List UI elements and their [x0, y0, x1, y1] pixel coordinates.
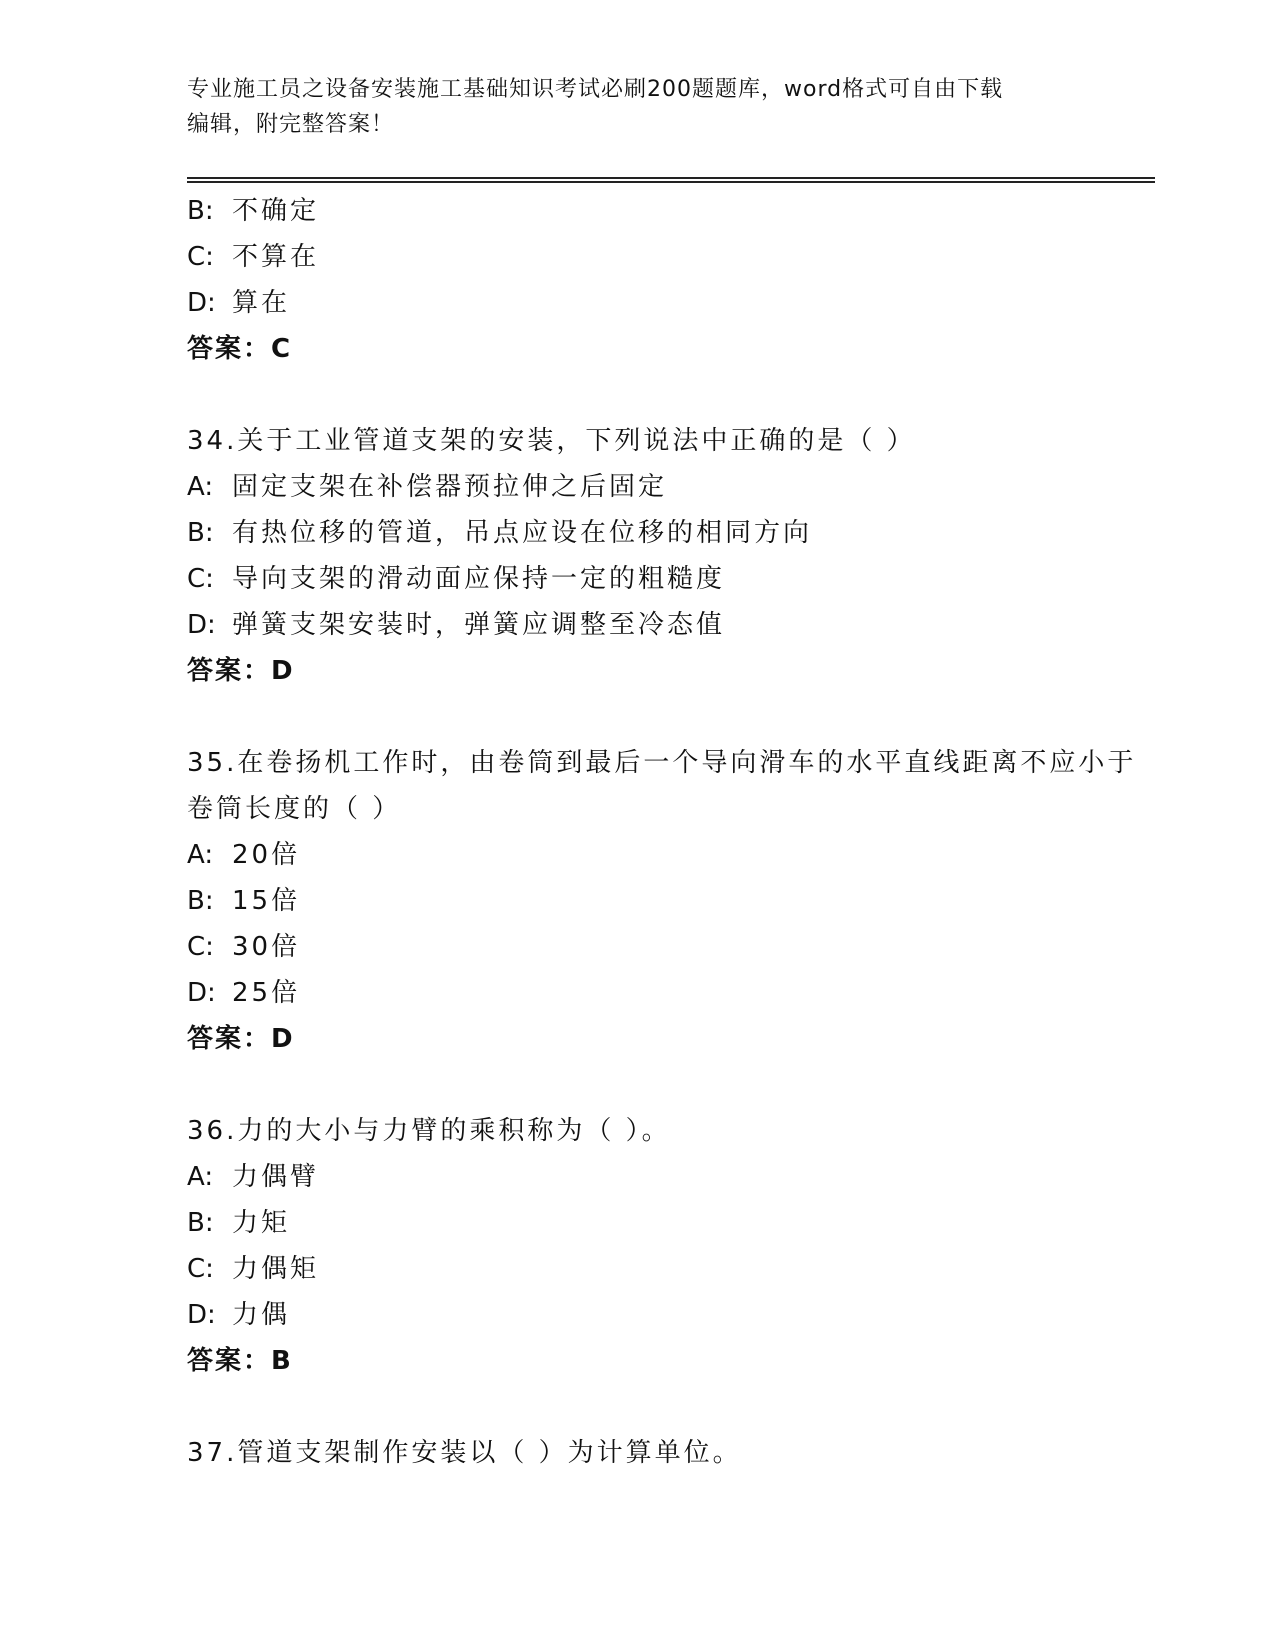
spacer: [187, 372, 1137, 418]
option-label: D:: [187, 610, 216, 640]
document-header: [187, 72, 1087, 142]
option-label: D:: [187, 978, 216, 1008]
question-stem: 34.关于工业管道支架的安装，下列说法中正确的是（ ）: [187, 426, 916, 456]
answer-line: 答案：C: [187, 334, 293, 364]
option-label: B:: [187, 1208, 214, 1238]
option-label: B:: [187, 196, 214, 226]
question-36: [187, 1108, 1137, 1384]
document-body: [187, 188, 1137, 1476]
header-title-line1: 专业施工员之设备安装施工基础知识考试必刷200题题库，word格式可自由下载: [187, 77, 1004, 102]
option-label: A:: [187, 840, 214, 870]
option-a: [187, 1154, 1137, 1200]
option-label: C:: [187, 564, 214, 594]
header-title-line2: 编辑，附完整答案！: [187, 112, 395, 137]
answer-line: 答案：D: [187, 1024, 295, 1054]
header-divider-bottom: [187, 181, 1155, 183]
option-c: [187, 924, 1137, 970]
option-text: 力矩: [232, 1208, 291, 1238]
option-b: [187, 1200, 1137, 1246]
option-label: A:: [187, 472, 214, 502]
option-label: B:: [187, 886, 214, 916]
option-text: 不算在: [232, 242, 320, 272]
option-label: D:: [187, 1300, 216, 1330]
option-text: 15倍: [232, 886, 301, 916]
option-text: 25倍: [232, 978, 301, 1008]
answer-line: 答案：D: [187, 656, 295, 686]
option-text: 算在: [232, 288, 291, 318]
option-d: [187, 970, 1137, 1016]
option-b: [187, 510, 1137, 556]
option-text: 20倍: [232, 840, 301, 870]
question-stem: 36.力的大小与力臂的乘积称为（ ）。: [187, 1116, 671, 1146]
option-text: 导向支架的滑动面应保持一定的粗糙度: [232, 564, 726, 594]
option-a: [187, 464, 1137, 510]
question-34: [187, 418, 1137, 694]
option-c: [187, 234, 1137, 280]
option-label: B:: [187, 518, 214, 548]
option-a: [187, 832, 1137, 878]
header-divider-top: [187, 177, 1155, 179]
question-35: [187, 740, 1137, 1062]
question-stem: 35.在卷扬机工作时，由卷筒到最后一个导向滑车的水平直线距离不应小于卷筒长度的（ ）: [187, 748, 1137, 824]
option-d: [187, 280, 1137, 326]
option-d: [187, 602, 1137, 648]
option-label: A:: [187, 1162, 214, 1192]
option-label: D:: [187, 288, 216, 318]
option-label: C:: [187, 242, 214, 272]
option-text: 30倍: [232, 932, 301, 962]
option-label: C:: [187, 932, 214, 962]
option-b: [187, 878, 1137, 924]
question-37: [187, 1430, 1137, 1476]
option-text: 力偶: [232, 1300, 291, 1330]
option-text: 力偶臂: [232, 1162, 320, 1192]
option-text: 固定支架在补偿器预拉伸之后固定: [232, 472, 668, 502]
option-label: C:: [187, 1254, 214, 1284]
option-text: 力偶矩: [232, 1254, 320, 1284]
question-stem: 37.管道支架制作安装以（ ）为计算单位。: [187, 1438, 742, 1468]
spacer: [187, 1062, 1137, 1108]
option-c: [187, 556, 1137, 602]
spacer: [187, 694, 1137, 740]
option-c: [187, 1246, 1137, 1292]
option-d: [187, 1292, 1137, 1338]
answer-line: 答案：B: [187, 1346, 293, 1376]
option-text: 有热位移的管道，吊点应设在位移的相同方向: [232, 518, 813, 548]
spacer: [187, 1384, 1137, 1430]
option-b: [187, 188, 1137, 234]
option-text: 弹簧支架安装时，弹簧应调整至冷态值: [232, 610, 726, 640]
option-text: 不确定: [232, 196, 320, 226]
